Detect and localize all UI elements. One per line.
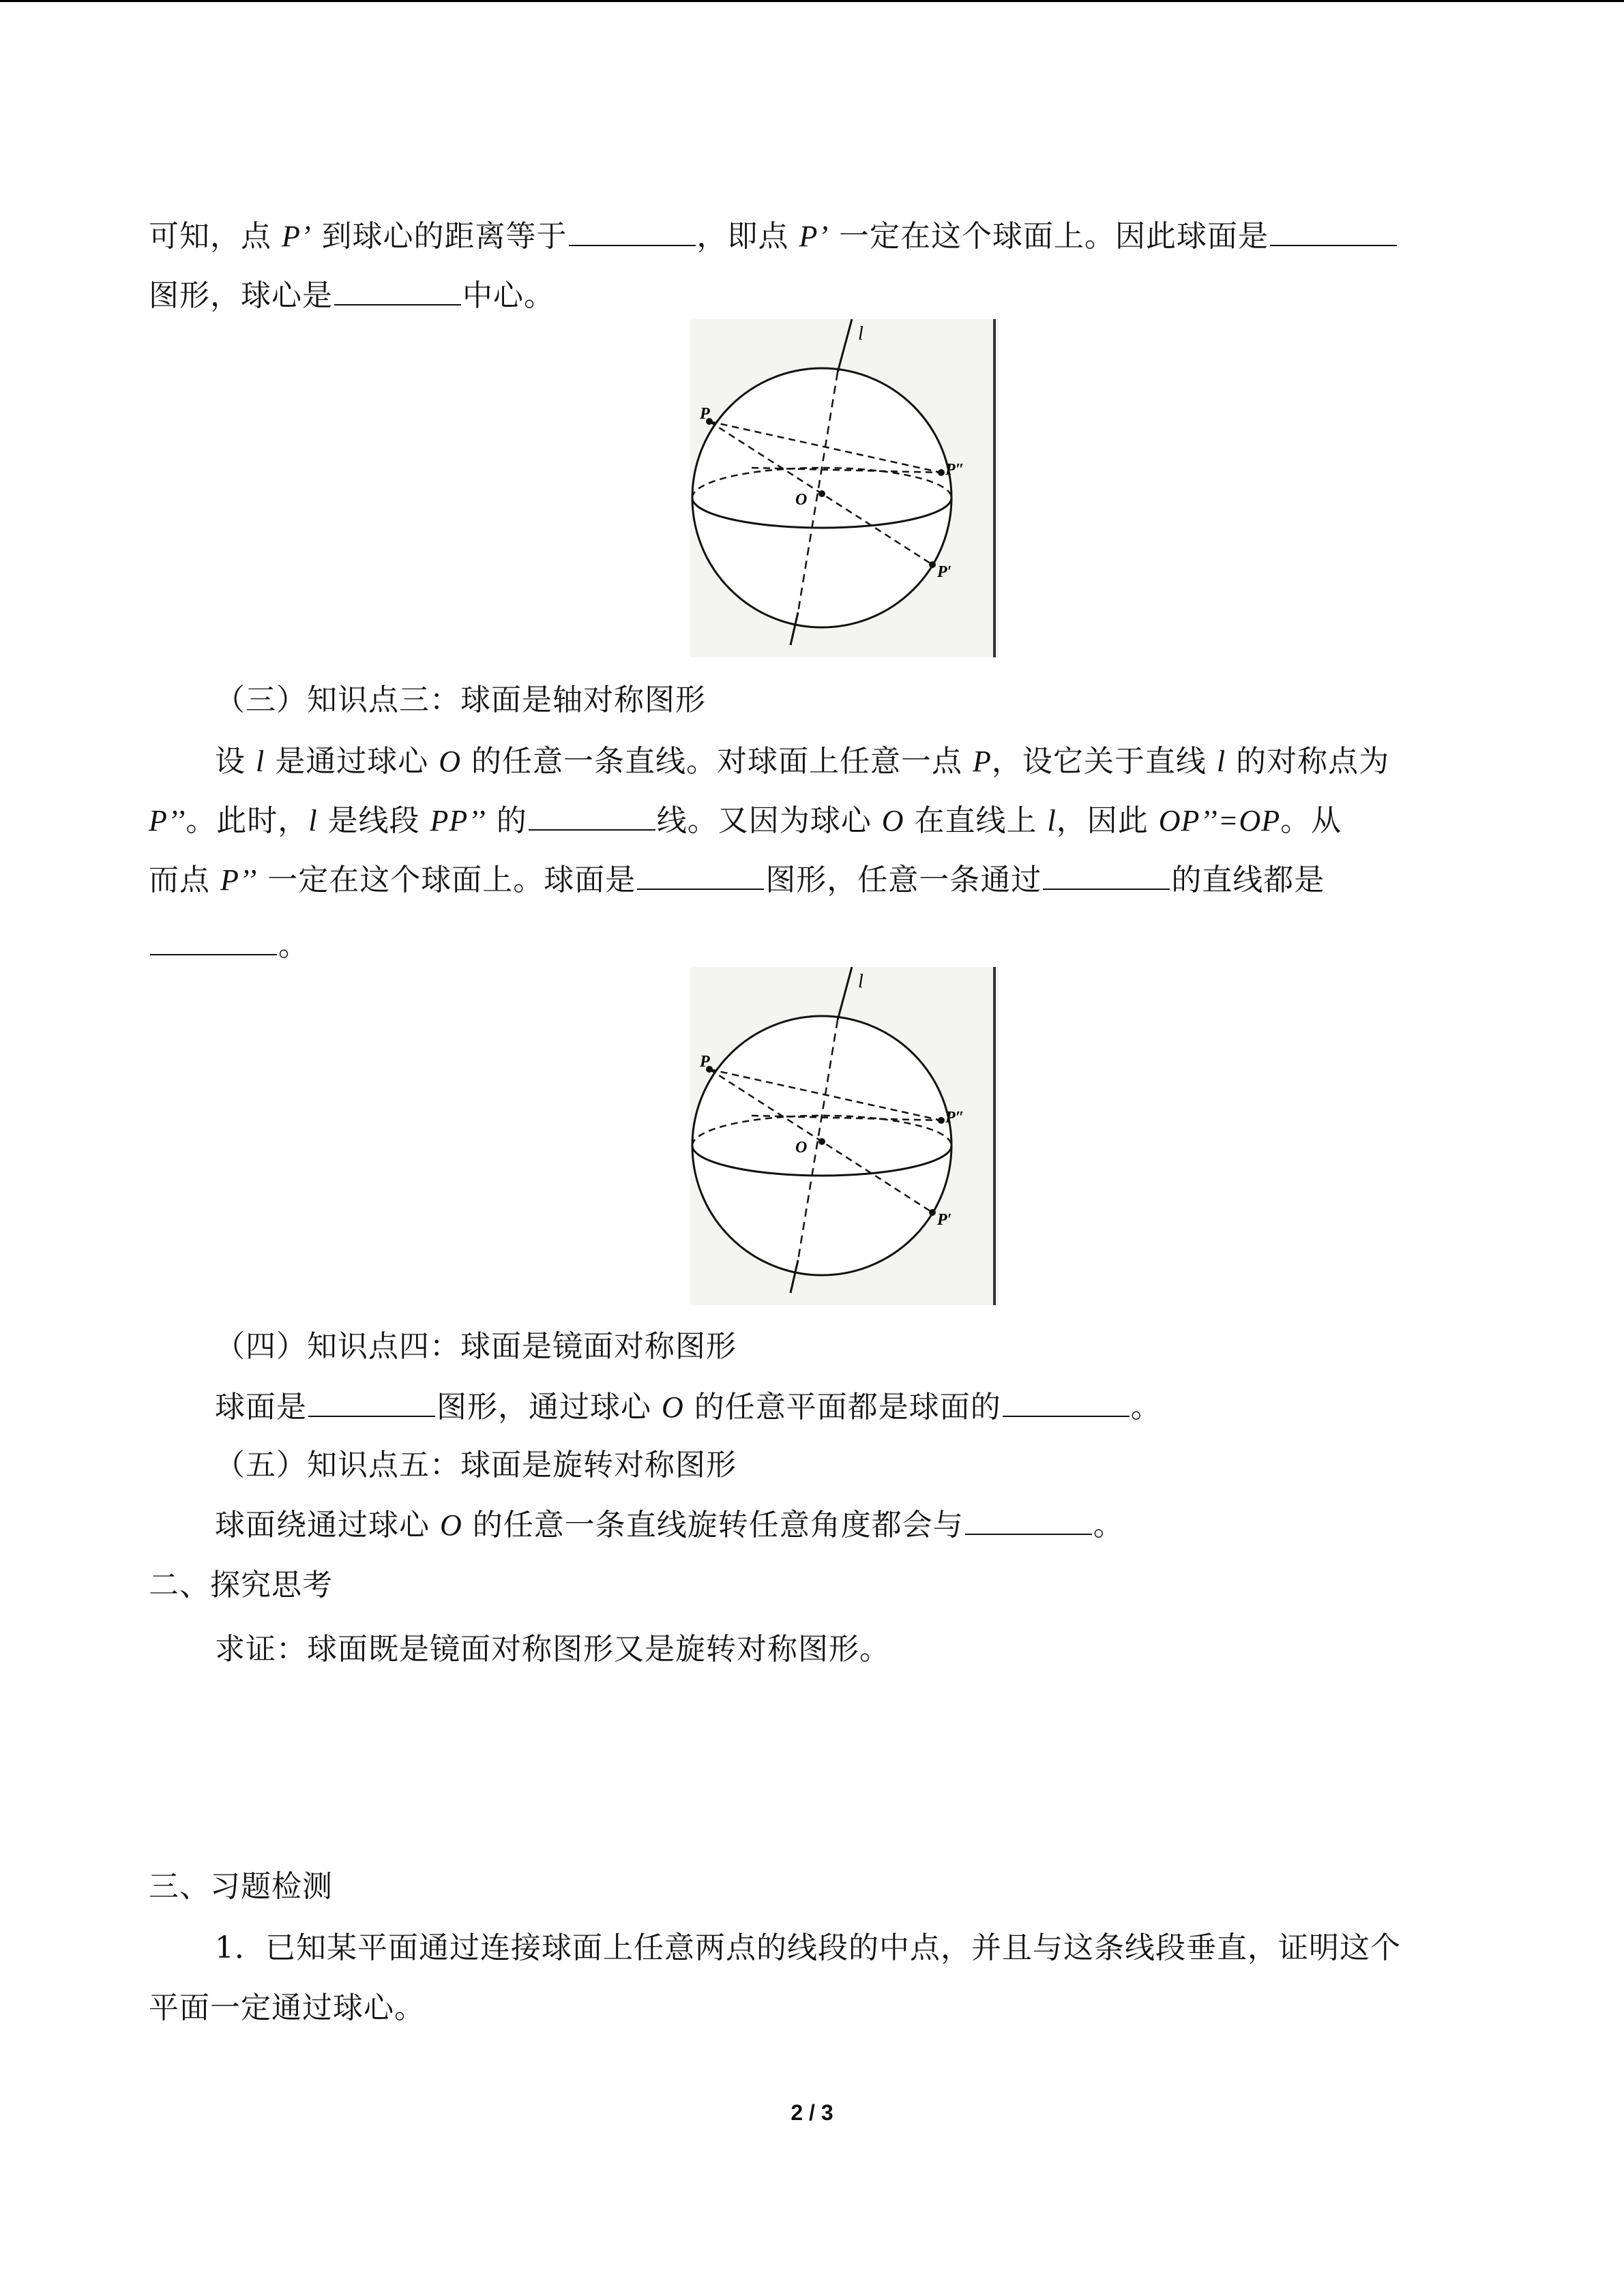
text-span: 图形，任意一条通过: [765, 863, 1042, 897]
var-l: l: [256, 745, 265, 778]
fill-blank[interactable]: [637, 888, 764, 890]
var-o: O: [662, 1390, 684, 1424]
fill-blank[interactable]: [1270, 244, 1397, 246]
text-span: 求证：球面既是镜面对称图形又是旋转对称图形。: [215, 1632, 890, 1667]
point-p1: [929, 1209, 936, 1216]
text-span: 设: [215, 744, 256, 779]
text-span: 线。又因为球心: [656, 803, 882, 838]
text-span: 一定在这个球面上。球面是: [257, 863, 636, 897]
text-span: 中心。: [462, 278, 555, 313]
label-p: P: [700, 1053, 710, 1071]
var-o: O: [440, 1508, 462, 1542]
sphere-diagram: [690, 967, 999, 1305]
text-span: 的直线都是: [1171, 863, 1325, 897]
text-span: 可知，点: [149, 219, 282, 254]
text-span: 的任意平面都是球面的: [683, 1390, 1001, 1425]
text-span: 一定在这个球面上。因此球面是: [829, 219, 1269, 254]
text-span: 1．已知某平面通过连接球面上任意两点的线段的中点，并且与这条线段垂直，证明这个: [215, 1930, 1401, 1965]
label-p1: P′: [937, 563, 952, 581]
point-p2: [938, 469, 945, 476]
text-line-3-3: [149, 848, 1475, 912]
fill-blank[interactable]: [150, 953, 277, 955]
var-pp-double-prime: PP’’: [430, 804, 486, 837]
var-p-prime: P’: [799, 220, 829, 253]
heading-knowledge-3: [215, 668, 1541, 732]
text-span: 的: [486, 803, 527, 838]
heading-knowledge-5: [215, 1433, 1541, 1497]
text-span: ，设它关于直线: [991, 744, 1217, 779]
text-line-sec2: [215, 1617, 1541, 1682]
text-line-3-1: [215, 730, 1541, 794]
point-p1: [929, 561, 936, 568]
heading-text: （三）知识点三：球面是轴对称图形: [215, 683, 706, 717]
text-span: 球面是: [215, 1390, 307, 1425]
text-span: 。从: [1280, 803, 1342, 838]
text-line-4: [215, 1375, 1541, 1440]
fill-blank[interactable]: [569, 244, 696, 246]
sphere-diagram: [690, 319, 999, 657]
label-o: O: [795, 1139, 808, 1157]
heading-text: 二、探究思考: [149, 1568, 333, 1602]
text-span: 图形，球心是: [149, 278, 333, 313]
text-span: ，即点: [696, 219, 799, 254]
label-p1: P′: [937, 1211, 952, 1229]
text-span: 平面一定通过球心。: [149, 1991, 425, 2025]
text-span: 到球心的距离等于: [311, 219, 567, 254]
point-o: [818, 490, 825, 497]
label-o: O: [795, 491, 808, 509]
fill-blank[interactable]: [529, 829, 655, 831]
sphere-figure-2: [690, 967, 999, 1305]
text-line-5: [215, 1493, 1541, 1557]
var-l: l: [1216, 745, 1226, 778]
text-span: 的任意一条直线旋转任意角度都会与: [462, 1508, 964, 1542]
text-span: ，因此: [1056, 803, 1159, 838]
sphere-figure-1: [690, 319, 999, 657]
question-1-line-2: [149, 1976, 1475, 2040]
sphere-outline: [692, 368, 951, 627]
label-p: P: [700, 405, 710, 423]
var-op-equation: OP’’=OP: [1158, 804, 1281, 837]
fill-blank[interactable]: [1003, 1415, 1130, 1417]
page-number: 2 / 3: [791, 2100, 833, 2125]
text-span: 球面绕通过球心: [215, 1508, 440, 1542]
text-span: 图形，通过球心: [437, 1390, 662, 1425]
point-o: [818, 1138, 825, 1145]
label-p2: P″: [945, 461, 964, 479]
text-span: 的任意一条直线。对球面上任意一点: [461, 744, 973, 779]
var-l: l: [308, 804, 318, 837]
fill-blank[interactable]: [1043, 888, 1170, 890]
var-o: O: [439, 745, 461, 778]
sphere-outline: [692, 1016, 951, 1275]
label-p2: P″: [945, 1109, 964, 1127]
question-1-line-1: [215, 1916, 1541, 1980]
fill-blank[interactable]: [334, 303, 461, 305]
text-span: 。: [1093, 1508, 1124, 1542]
fill-blank[interactable]: [965, 1533, 1092, 1535]
section-heading-2: [149, 1553, 1475, 1617]
text-span: 在直线上: [904, 803, 1048, 838]
section-heading-3: [149, 1855, 1475, 1919]
label-l: l: [858, 971, 863, 992]
var-p: P: [972, 745, 992, 778]
text-span: 。此时，: [186, 803, 309, 838]
text-span: 而点: [149, 863, 220, 897]
text-line-3-2: [149, 789, 1475, 853]
var-p-double-prime: P’’: [220, 863, 258, 897]
var-p-double-prime: P’’: [149, 804, 186, 837]
heading-text: 三、习题检测: [149, 1869, 333, 1904]
page-top-border: [0, 0, 1624, 2]
fill-blank[interactable]: [308, 1415, 435, 1417]
heading-text: （五）知识点五：球面是旋转对称图形: [215, 1448, 737, 1482]
text-line-2: [149, 264, 1475, 328]
label-l: l: [858, 323, 863, 344]
point-p2: [938, 1117, 945, 1124]
text-span: 。: [278, 928, 309, 963]
heading-text: （四）知识点四：球面是镜面对称图形: [215, 1329, 737, 1364]
text-span: 是线段: [317, 803, 430, 838]
var-o: O: [881, 804, 904, 837]
var-l: l: [1047, 804, 1057, 837]
text-span: 是通过球心: [265, 744, 439, 779]
var-p-prime: P’: [282, 220, 312, 253]
text-line-1: [149, 205, 1475, 269]
text-span: 的对称点为: [1226, 744, 1390, 779]
heading-knowledge-4: [215, 1315, 1541, 1379]
text-span: 。: [1130, 1390, 1162, 1425]
